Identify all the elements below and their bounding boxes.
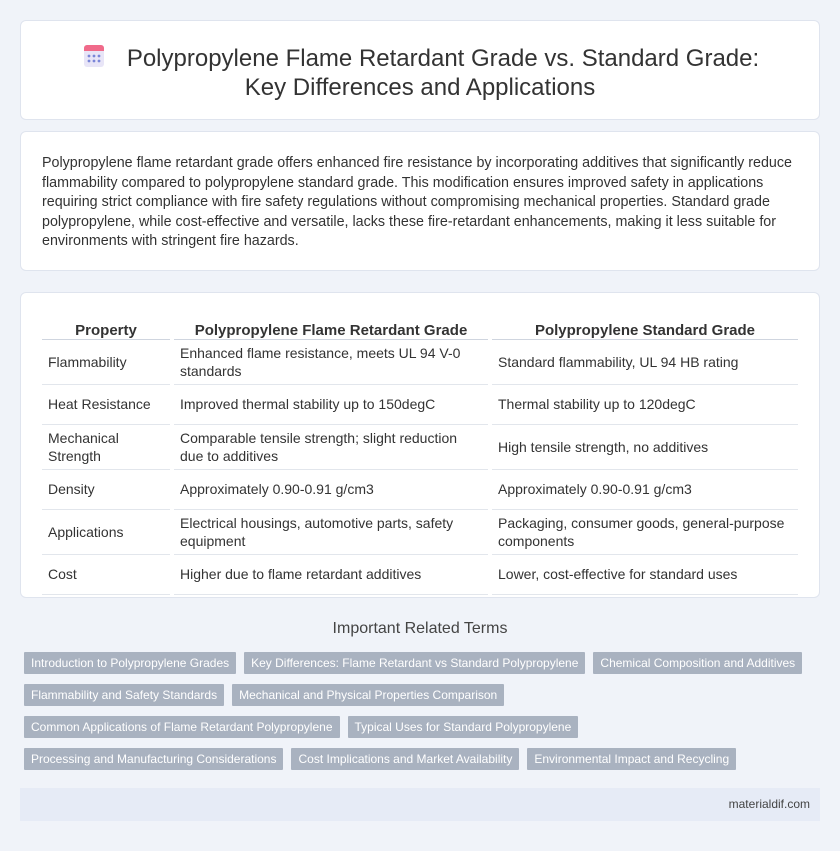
table-cell: Higher due to flame retardant additives xyxy=(172,554,490,594)
related-terms-heading: Important Related Terms xyxy=(332,620,508,637)
related-term-tag[interactable]: Cost Implications and Market Availability xyxy=(291,748,519,770)
comparison-table xyxy=(42,315,798,595)
related-term-tag[interactable]: Flammability and Safety Standards xyxy=(24,684,224,706)
table-cell: High tensile strength, no additives xyxy=(490,424,798,469)
header-property: Property xyxy=(42,315,172,339)
document-icon xyxy=(81,43,107,69)
table-cell: Thermal stability up to 120degC xyxy=(490,384,798,424)
related-terms-list xyxy=(24,652,814,780)
table-cell: Approximately 0.90-0.91 g/cm3 xyxy=(490,469,798,509)
table-cell: Applications xyxy=(42,509,172,554)
table-row xyxy=(42,384,798,424)
related-term-tag[interactable]: Key Differences: Flame Retardant vs Standard Polypropylene xyxy=(244,652,585,674)
table-cell: Cost xyxy=(42,554,172,594)
table-cell: Standard flammability, UL 94 HB rating xyxy=(490,339,798,384)
page-title: Polypropylene Flame Retardant Grade vs. Standard Grade: Key Differences and Applications xyxy=(126,45,760,101)
summary-card xyxy=(20,131,820,271)
footer-site-link[interactable]: materialdif.com xyxy=(728,797,810,811)
table-cell: Electrical housings, automotive parts, safety equipment xyxy=(172,509,490,554)
related-term-tag[interactable]: Introduction to Polypropylene Grades xyxy=(24,652,236,674)
table-row xyxy=(42,469,798,509)
comparison-table-card xyxy=(20,292,820,598)
related-term-tag[interactable]: Typical Uses for Standard Polypropylene xyxy=(348,716,579,738)
table-cell: Comparable tensile strength; slight reduction due to additives xyxy=(172,424,490,469)
tag-row xyxy=(24,716,814,738)
header-flame-retardant: Polypropylene Flame Retardant Grade xyxy=(172,315,490,339)
table-row xyxy=(42,424,798,469)
related-term-tag[interactable]: Environmental Impact and Recycling xyxy=(527,748,736,770)
table-cell: Flammability xyxy=(42,339,172,384)
related-term-tag[interactable]: Chemical Composition and Additives xyxy=(593,652,802,674)
header-card xyxy=(20,20,820,120)
table-cell: Heat Resistance xyxy=(42,384,172,424)
page-title-wrap xyxy=(21,43,819,102)
table-header-row xyxy=(42,315,798,339)
table-row xyxy=(42,509,798,554)
related-term-tag[interactable]: Mechanical and Physical Properties Comparison xyxy=(232,684,504,706)
table-row xyxy=(42,554,798,594)
tag-row xyxy=(24,748,814,770)
header-standard: Polypropylene Standard Grade xyxy=(490,315,798,339)
table-cell: Improved thermal stability up to 150degC xyxy=(172,384,490,424)
related-term-tag[interactable]: Common Applications of Flame Retardant Polypropylene xyxy=(24,716,340,738)
table-cell: Packaging, consumer goods, general-purpose components xyxy=(490,509,798,554)
table-cell: Lower, cost-effective for standard uses xyxy=(490,554,798,594)
table-cell: Enhanced flame resistance, meets UL 94 V-0 standards xyxy=(172,339,490,384)
summary-paragraph: Polypropylene flame retardant grade offers enhanced fire resistance by incorporating additives that significantly reduce flammability compared to polypropylene standard grade. This modification ensures improved safety in applications requiring strict compliance with fire safety regulations without compromising mechanical properties. Standard grade polypropylene, while cost-effective and versatile, lacks these fire-retardant enhancements, making it less suitable for environments with stringent fire hazards. xyxy=(42,155,792,249)
table-row xyxy=(42,339,798,384)
related-term-tag[interactable]: Processing and Manufacturing Considerations xyxy=(24,748,283,770)
tag-row xyxy=(24,684,814,706)
table-cell: Approximately 0.90-0.91 g/cm3 xyxy=(172,469,490,509)
tag-row xyxy=(24,652,814,674)
table-cell: Mechanical Strength xyxy=(42,424,172,469)
table-cell: Density xyxy=(42,469,172,509)
footer xyxy=(20,788,820,821)
